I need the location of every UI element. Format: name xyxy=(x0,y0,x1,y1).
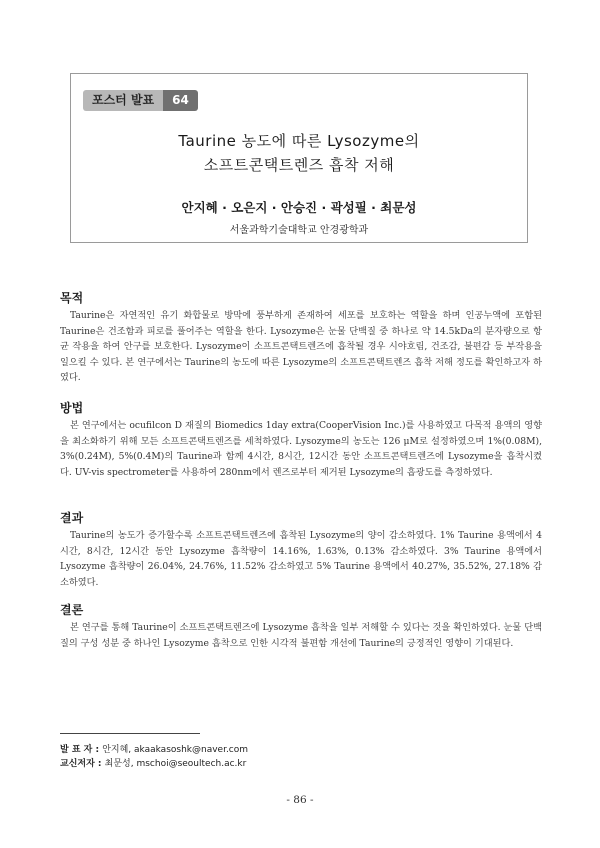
footnote-corresponding xyxy=(60,756,246,769)
section-body: Taurine의 농도가 증가할수록 소프트콘택트렌즈에 흡착된 Lysozyme의 양이 감소하였다. 1% Taurine 용액에서 4시간, 8시간, 12시간 동안 Lysozyme 흡착량이 14.16%, 1.63%, 0.13% 감소하였다. 3% Taurine 용액에서 Lysozyme 흡착량이 26.04%, 24.76%, 11.52% 감소하였고 5% Taurine 용액에서 40.27%, 35.52%, 27.18% 감소하였다. xyxy=(60,530,542,588)
section-conclusion xyxy=(60,601,542,651)
badge-label: 포스터 발표 xyxy=(83,90,163,111)
section-result xyxy=(60,509,542,590)
section-heading: 결과 xyxy=(60,511,84,525)
paper-title-line1: Taurine 농도에 따른 Lysozyme의 xyxy=(178,132,420,150)
footnote-presenter xyxy=(60,742,248,755)
footnote-divider xyxy=(60,733,200,734)
section-purpose xyxy=(60,289,542,386)
corresponding-label: 교신저자 : xyxy=(60,759,105,769)
presenter-value: 안지혜, akaakasoshk@naver.com xyxy=(102,745,249,755)
poster-badge xyxy=(83,90,198,111)
paper-title-line2: 소프트콘택트렌즈 흡착 저해 xyxy=(203,156,395,174)
badge-number: 64 xyxy=(163,90,198,111)
presenter-label: 발 표 자 : xyxy=(60,745,103,755)
section-heading: 방법 xyxy=(60,401,84,415)
corresponding-value: 최문성, mschoi@seoultech.ac.kr xyxy=(104,759,247,769)
section-body: Taurine은 자연적인 유기 화합물로 방막에 풍부하게 존재하여 세포를 보호하는 역할을 하며 인공누액에 포함된 Taurine은 건조함과 피로를 풀어주는 역할을 한다. Lysozyme은 눈물 단백질 중 하나로 약 14.5kDa의 분자량으로 항균 작용을 하여 안구를 보호한다. Lysozyme이 소프트콘택트렌즈에 흡착될 경우 시야흐림, 건조감, 불편감 등 부작용을 일으킬 수 있다. 본 연구에서는 Taurine의 농도에 따른 Lysozyme의 소프트콘택트렌즈 흡착 저해 정도를 확인하고자 하였다. xyxy=(60,310,542,383)
author-list: 안지혜 · 오은지 · 안승진 · 곽성필 · 최문성 xyxy=(181,200,417,215)
affiliation: 서울과학기술대학교 안경광학과 xyxy=(229,225,369,236)
poster-header xyxy=(70,73,528,243)
section-body: 본 연구를 통해 Taurine이 소프트콘택트렌즈에 Lysozyme 흡착을 일부 저해할 수 있다는 것을 확인하였다. 눈물 단백질의 구성 성분 중 하나인 Lysozyme 흡착으로 인한 시각적 불편함 개선에 Taurine의 긍정적인 영향이 기대된다. xyxy=(60,622,542,649)
section-method xyxy=(60,399,542,480)
page-number: - 86 - xyxy=(286,794,314,806)
section-heading: 결론 xyxy=(60,603,84,617)
section-body: 본 연구에서는 ocufilcon D 재질의 Biomedics 1day extra(CooperVision Inc.)를 사용하였고 다목적 용액의 영향을 최소화하기 위해 모든 소프트콘택트렌즈를 세척하였다. Lysozyme의 농도는 126 μM로 설정하였으며 1%(0.08M), 3%(0.24M), 5%(0.4M)의 Taurine과 함께 4시간, 8시간, 12시간 동안 소프트콘택트렌즈에 Lysozyme을 흡착시켰다. UV-vis spectrometer를 사용하여 280nm에서 렌즈로부터 제거된 Lysozyme의 흡광도를 측정하였다. xyxy=(60,420,542,478)
section-heading: 목적 xyxy=(60,291,84,305)
